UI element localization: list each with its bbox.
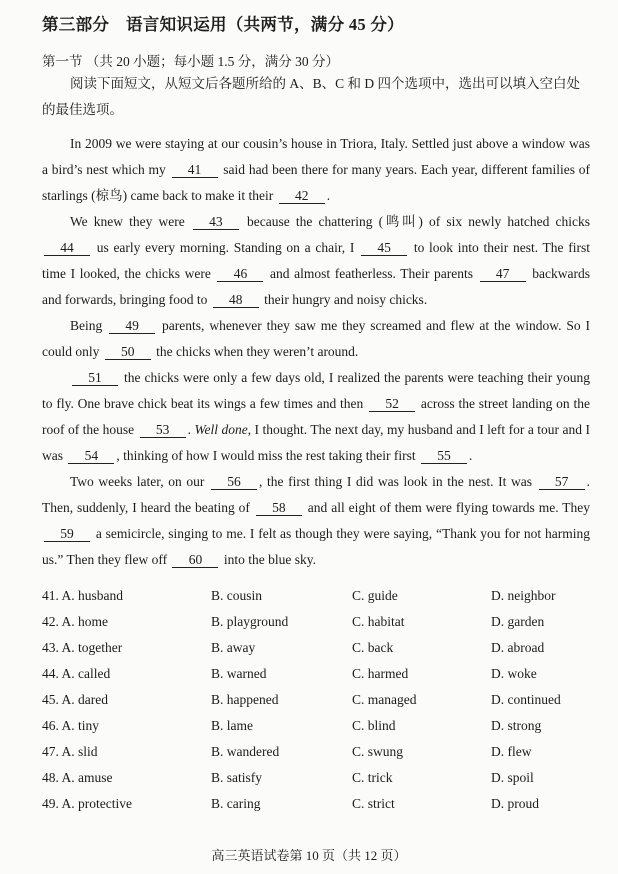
blank-54: 54 [68, 448, 114, 464]
question-options-row [42, 588, 602, 614]
passage-text: , I thought. The next day, my husband and I left for a tour and I was [42, 422, 590, 463]
passage-text: We knew they were [70, 214, 191, 229]
option-d: D. garden [491, 614, 545, 629]
option-c: C. blind [352, 718, 396, 733]
passage-paragraph [42, 131, 590, 209]
italic-text: Well done [194, 422, 248, 437]
passage-text: . [187, 422, 195, 437]
question-options-row [42, 796, 602, 822]
option-b: B. wandered [211, 744, 280, 759]
option-c: C. managed [352, 692, 417, 707]
option-a: 43. A. together [42, 640, 123, 655]
option-d: D. spoil [491, 770, 534, 785]
passage-text: across the street landing on the roof of the house [42, 396, 590, 437]
blank-42: 42 [279, 188, 325, 204]
option-d: D. proud [491, 796, 539, 811]
passage-text: because the chattering (鸣叫) of six newly hatched chicks [240, 214, 590, 229]
passage-text: a semicircle, singing to me. I felt as though they were saying, “Thank you for not harming us.” Then they flew off [42, 526, 590, 567]
option-b: B. away [211, 640, 256, 655]
option-d: D. woke [491, 666, 537, 681]
option-c: C. trick [352, 770, 393, 785]
option-b: B. happened [211, 692, 279, 707]
option-b: B. cousin [211, 588, 263, 603]
option-b: B. caring [211, 796, 261, 811]
passage-text: , the first thing I did was look in the nest. It was [259, 474, 537, 489]
passage-text: Being [70, 318, 108, 333]
passage-text: parents, whenever they saw me they screamed and flew at the window. So I could only [42, 318, 590, 359]
option-d: D. flew [491, 744, 532, 759]
blank-44: 44 [44, 240, 90, 256]
blank-56: 56 [211, 474, 257, 490]
option-a: 41. A. husband [42, 588, 123, 603]
option-a: 44. A. called [42, 666, 111, 681]
blank-58: 58 [256, 500, 302, 516]
question-options-row [42, 770, 602, 796]
passage-text: their hungry and noisy chicks. [260, 292, 428, 307]
passage-paragraph [42, 209, 590, 313]
blank-51: 51 [72, 370, 118, 386]
blank-46: 46 [217, 266, 263, 282]
option-b: B. lame [211, 718, 253, 733]
blank-47: 47 [480, 266, 526, 282]
option-d: D. strong [491, 718, 542, 733]
option-d: D. continued [491, 692, 561, 707]
question-options-row [42, 640, 602, 666]
question-options-row [42, 666, 602, 692]
option-d: D. abroad [491, 640, 545, 655]
passage-text: to look into their nest. The first time I looked, the chicks were [42, 240, 591, 281]
option-d: D. neighbor [491, 588, 556, 603]
page-footer: 高三英语试卷第 10 页（共 12 页） [211, 848, 407, 863]
answer-options [42, 588, 602, 822]
option-c: C. guide [352, 588, 398, 603]
option-c: C. harmed [352, 666, 409, 681]
blank-41: 41 [172, 162, 218, 178]
blank-48: 48 [213, 292, 259, 308]
passage-text: In 2009 we were staying at our cousin’s house in Triora, Italy. Settled just above a window was a bird’s nest which my [42, 136, 590, 177]
blank-59: 59 [44, 526, 90, 542]
question-options-row [42, 718, 602, 744]
option-a: 42. A. home [42, 614, 108, 629]
option-b: B. warned [211, 666, 267, 681]
option-a: 47. A. slid [42, 744, 98, 759]
blank-55: 55 [421, 448, 467, 464]
passage-text: . Then, suddenly, I heard the beating of [42, 474, 590, 515]
passage-paragraph [42, 313, 590, 365]
passage-text: us early every morning. Standing on a chair, I [92, 240, 360, 255]
blank-50: 50 [105, 344, 151, 360]
option-b: B. playground [211, 614, 289, 629]
passage-paragraph [42, 365, 590, 469]
blank-49: 49 [109, 318, 155, 334]
blank-53: 53 [140, 422, 186, 438]
passage-text: . [326, 188, 331, 203]
option-a: 45. A. dared [42, 692, 108, 707]
option-a: 46. A. tiny [42, 718, 100, 733]
passage-text: backwards and forwards, bringing food to [42, 266, 590, 307]
passage-text: and all eight of them were flying towards me. They [303, 500, 591, 515]
option-b: B. satisfy [211, 770, 263, 785]
passage-text: and almost featherless. Their parents [265, 266, 478, 281]
option-c: C. back [352, 640, 394, 655]
section-title: 第一节 （共 20 小题；每小题 1.5 分，满分 30 分） [42, 54, 339, 69]
option-c: C. strict [352, 796, 395, 811]
passage-text: Two weeks later, on our [70, 474, 209, 489]
blank-60: 60 [172, 552, 218, 568]
question-options-row [42, 614, 602, 640]
question-options-row [42, 692, 602, 718]
blank-57: 57 [539, 474, 585, 490]
option-a: 48. A. amuse [42, 770, 113, 785]
passage-paragraph [42, 469, 590, 573]
passage-text: said had been there for many years. Each year, different families of starlings (椋鸟) came back to make it their [42, 162, 590, 203]
cloze-passage [42, 131, 590, 573]
passage-text: . [468, 448, 473, 463]
blank-45: 45 [361, 240, 407, 256]
passage-text: the chicks when they weren’t around. [152, 344, 359, 359]
option-c: C. swung [352, 744, 404, 759]
blank-52: 52 [369, 396, 415, 412]
passage-text: into the blue sky. [220, 552, 316, 567]
option-c: C. habitat [352, 614, 405, 629]
option-a: 49. A. protective [42, 796, 132, 811]
question-options-row [42, 744, 602, 770]
passage-text: , thinking of how I would miss the rest taking their first [116, 448, 419, 463]
part-title: 第三部分 语言知识运用（共两节，满分 45 分） [42, 15, 404, 34]
passage-text: the chicks were only a few days old, I realized the parents were teaching their young to fly. One brave chick beat its wings a few times and then [42, 370, 590, 411]
instructions: 阅读下面短文，从短文后各题所给的 A、B、C 和 D 四个选项中，选出可以填入空白处的最佳选项。 [42, 76, 581, 117]
blank-43: 43 [193, 214, 239, 230]
